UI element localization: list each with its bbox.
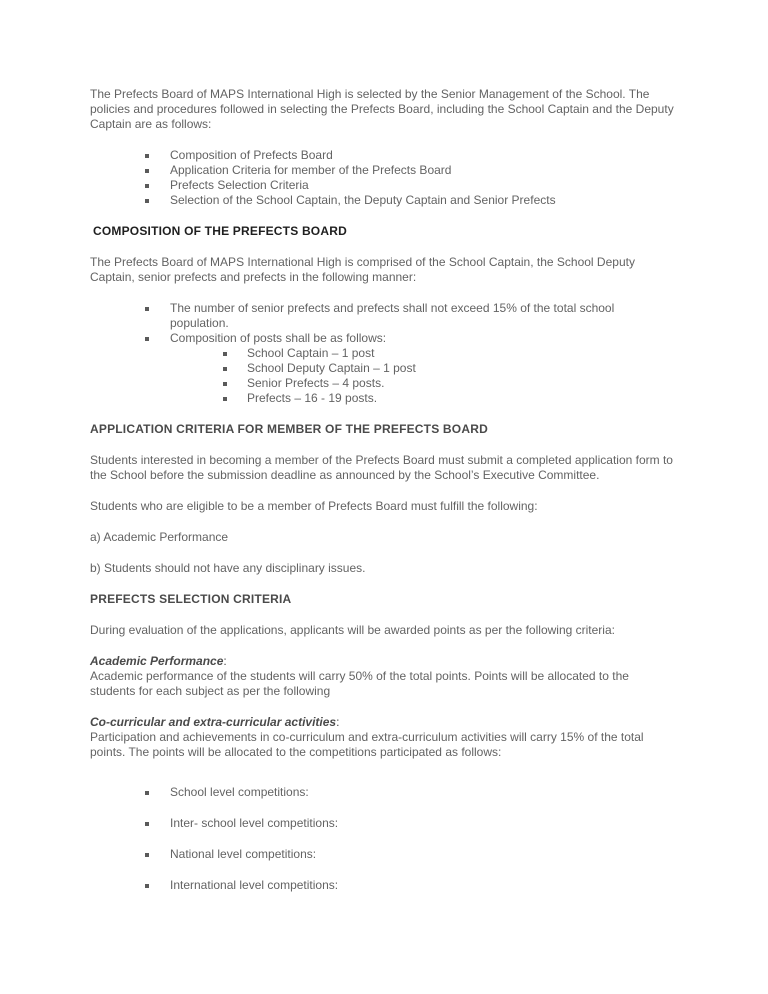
application-item-b: b) Students should not have any disciplinary issues. <box>90 561 366 575</box>
list-item <box>90 331 676 406</box>
subheading-colon: : <box>336 715 340 729</box>
bullet-icon <box>223 367 227 371</box>
section-heading-selection-criteria: PREFECTS SELECTION CRITERIA <box>90 592 292 606</box>
application-item-a: a) Academic Performance <box>90 530 229 544</box>
academic-performance-subheading <box>90 654 676 669</box>
list-item-label: National level competitions: <box>170 847 317 861</box>
toc-bullet-list <box>90 148 676 208</box>
bullet-icon <box>145 337 149 341</box>
list-item-label: Selection of the School Captain, the Deputy Captain and Senior Prefects <box>170 193 556 207</box>
bullet-icon <box>145 184 149 188</box>
composition-intro-paragraph: The Prefects Board of MAPS International High is comprised of the School Captain, the School Deputy Captain, senior prefects and prefects in the following manner: <box>90 255 635 284</box>
list-item <box>90 148 676 163</box>
list-item <box>90 301 676 331</box>
list-item <box>90 816 676 831</box>
bullet-icon <box>145 154 149 158</box>
academic-performance-body: Academic performance of the students will carry 50% of the total points. Points will be allocated to the students for each subject as per the following <box>90 669 629 698</box>
bullet-icon <box>223 382 227 386</box>
list-item <box>170 346 676 361</box>
list-item <box>90 785 676 800</box>
cocurricular-subsection <box>90 715 676 760</box>
list-item-label: Prefects – 16 - 19 posts. <box>247 391 378 405</box>
posts-bullet-list <box>170 346 676 406</box>
list-item <box>90 163 676 178</box>
intro-paragraph: The Prefects Board of MAPS International High is selected by the Senior Management of the School. The policies and procedures followed in selecting the Prefects Board, including the School Captain and the Deputy Captain are as follows: <box>90 87 674 131</box>
list-item <box>90 193 676 208</box>
list-item-label: Application Criteria for member of the Prefects Board <box>170 163 452 177</box>
bullet-icon <box>223 352 227 356</box>
bullet-icon <box>145 853 149 857</box>
list-item <box>170 391 676 406</box>
bullet-icon <box>145 791 149 795</box>
subheading-label: Co-curricular and extra-curricular activities <box>90 715 337 729</box>
list-item-label: International level competitions: <box>170 878 339 892</box>
bullet-icon <box>145 822 149 826</box>
list-item-label: The number of senior prefects and prefects shall not exceed 15% of the total school population. <box>170 301 615 330</box>
subheading-colon: : <box>223 654 227 668</box>
competitions-bullet-list <box>90 785 676 893</box>
section-heading-composition: COMPOSITION OF THE PREFECTS BOARD <box>93 224 347 238</box>
list-item <box>90 847 676 862</box>
bullet-icon <box>145 884 149 888</box>
list-item-label: Inter- school level competitions: <box>170 816 339 830</box>
selection-intro-paragraph: During evaluation of the applications, applicants will be awarded points as per the following criteria: <box>90 623 615 637</box>
bullet-icon <box>223 397 227 401</box>
bullet-icon <box>145 199 149 203</box>
list-item <box>90 178 676 193</box>
subheading-label: Academic Performance <box>90 654 224 668</box>
academic-performance-subsection <box>90 654 676 699</box>
cocurricular-body: Participation and achievements in co-curriculum and extra-curriculum activities will carry 15% of the total points. The points will be allocated to the competitions participated as follows: <box>90 730 644 759</box>
composition-bullet-list <box>90 301 676 406</box>
bullet-icon <box>145 307 149 311</box>
list-item-label: Composition of Prefects Board <box>170 148 333 162</box>
list-item-label: School Captain – 1 post <box>247 346 375 360</box>
section-heading-application-criteria: APPLICATION CRITERIA FOR MEMBER OF THE PREFECTS BOARD <box>90 422 488 436</box>
list-item <box>90 878 676 893</box>
application-paragraph-1: Students interested in becoming a member of the Prefects Board must submit a completed application form to the School before the submission deadline as announced by the School’s Executive Committee. <box>90 453 673 482</box>
list-item-label: Prefects Selection Criteria <box>170 178 309 192</box>
list-item-label: Composition of posts shall be as follows: <box>170 331 387 345</box>
cocurricular-subheading <box>90 715 676 730</box>
list-item-label: Senior Prefects – 4 posts. <box>247 376 385 390</box>
bullet-icon <box>145 169 149 173</box>
list-item-label: School Deputy Captain – 1 post <box>247 361 416 375</box>
list-item <box>170 376 676 391</box>
list-item <box>170 361 676 376</box>
list-item-label: School level competitions: <box>170 785 309 799</box>
application-paragraph-2: Students who are eligible to be a member of Prefects Board must fulfill the following: <box>90 499 538 513</box>
